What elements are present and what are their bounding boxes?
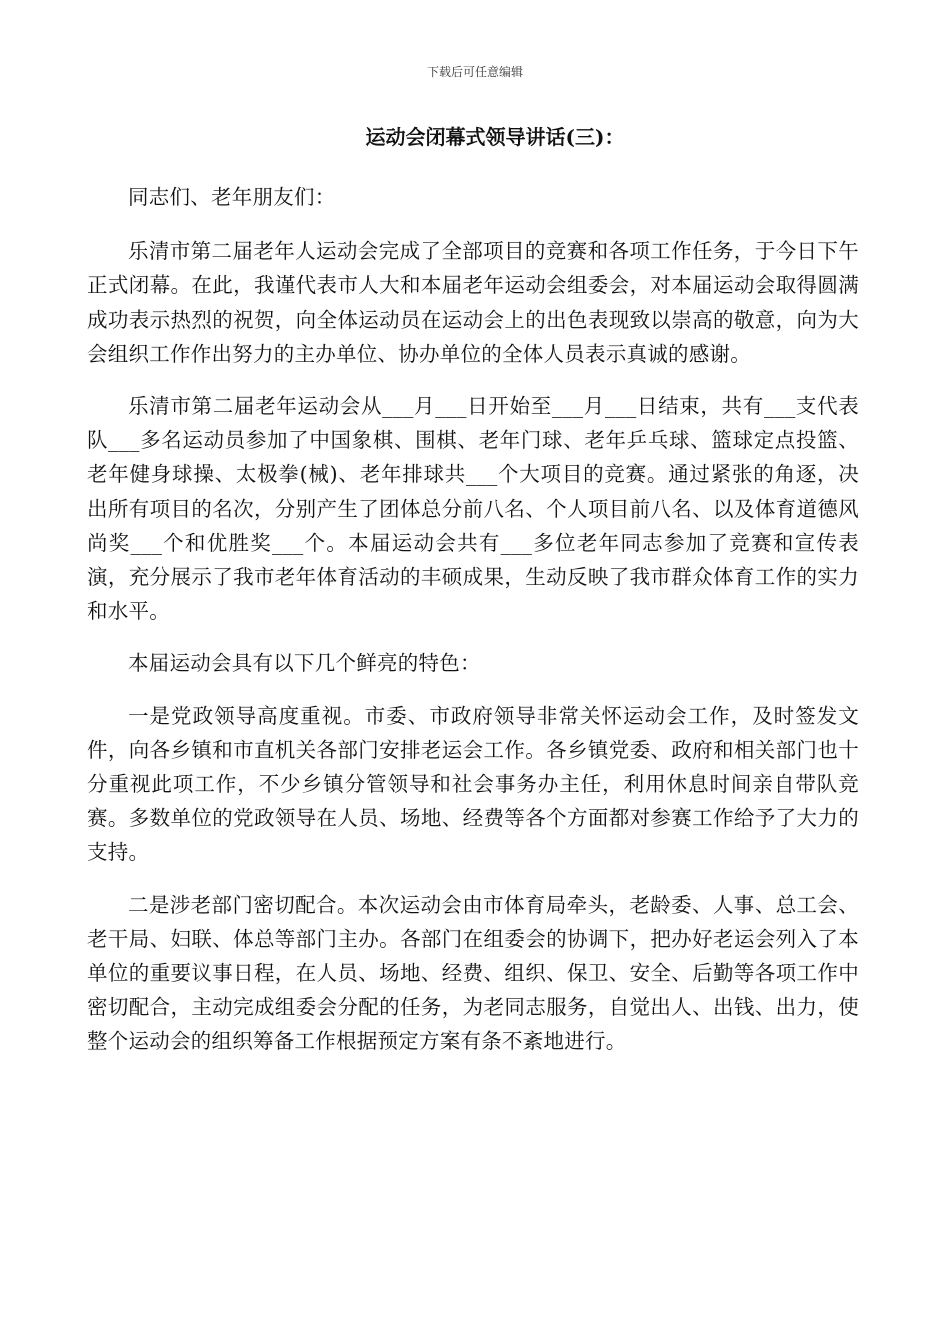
header-note: 下载后可任意编辑 <box>426 65 523 79</box>
greeting-paragraph: 同志们、老年朋友们： <box>128 185 336 209</box>
body-paragraph: 乐清市第二届老年运动会从___月___日开始至___月___日结束，共有___支代表队___多名运动员参加了中国象棋、围棋、老年门球、老年乒乓球、篮球定点投篮、老年健身球操、太极拳(械)、老年排球共___个大项目的竞赛。通过紧张的角逐，决出所有项目的名次，分别产生了团体总分前八名、个人项目前八名、以及体育道德风尚奖___个和优胜奖___个。本届运动会共有___多位老年同志参加了竞赛和宣传表演，充分展示了我市老年体育活动的丰硕成果，生动反映了我市群众体育工作的实力和水平。 <box>87 394 859 624</box>
body-paragraph: 一是党政领导高度重视。市委、市政府领导非常关怀运动会工作，及时签发文件，向各乡镇和市直机关各部门安排老运会工作。各乡镇党委、政府和相关部门也十分重视此项工作，不少乡镇分管领导和社会事务办主任，利用休息时间亲自带队竞赛。多数单位的党政领导在人员、场地、经费等各个方面都对参赛工作给予了大力的支持。 <box>87 703 859 865</box>
body-paragraph: 本届运动会具有以下几个鲜亮的特色： <box>128 651 481 676</box>
body-paragraph: 乐清市第二届老年人运动会完成了全部项目的竞赛和各项工作任务，于今日下午正式闭幕。在此，我谨代表市人大和本届老年运动会组委会，对本届运动会取得圆满成功表示热烈的祝贺，向全体运动员在运动会上的出色表现致以崇高的敬意，向为大会组织工作作出努力的主办单位、协办单位的全体人员表示真诚的感谢。 <box>87 239 859 366</box>
document-title: 运动会闭幕式领导讲话(三)： <box>365 125 625 149</box>
document-body <box>87 180 859 1077</box>
body-paragraph: 二是涉老部门密切配合。本次运动会由市体育局牵头，老龄委、人事、总工会、老干局、妇联、体总等部门主办。各部门在组委会的协调下，把办好老运会列入了本单位的重要议事日程，在人员、场地、经费、组织、保卫、安全、后勤等各项工作中密切配合，主动完成组委会分配的任务，为老同志服务，自觉出人、出钱、出力，使整个运动会的组织筹备工作根据预定方案有条不紊地进行。 <box>87 892 859 1054</box>
